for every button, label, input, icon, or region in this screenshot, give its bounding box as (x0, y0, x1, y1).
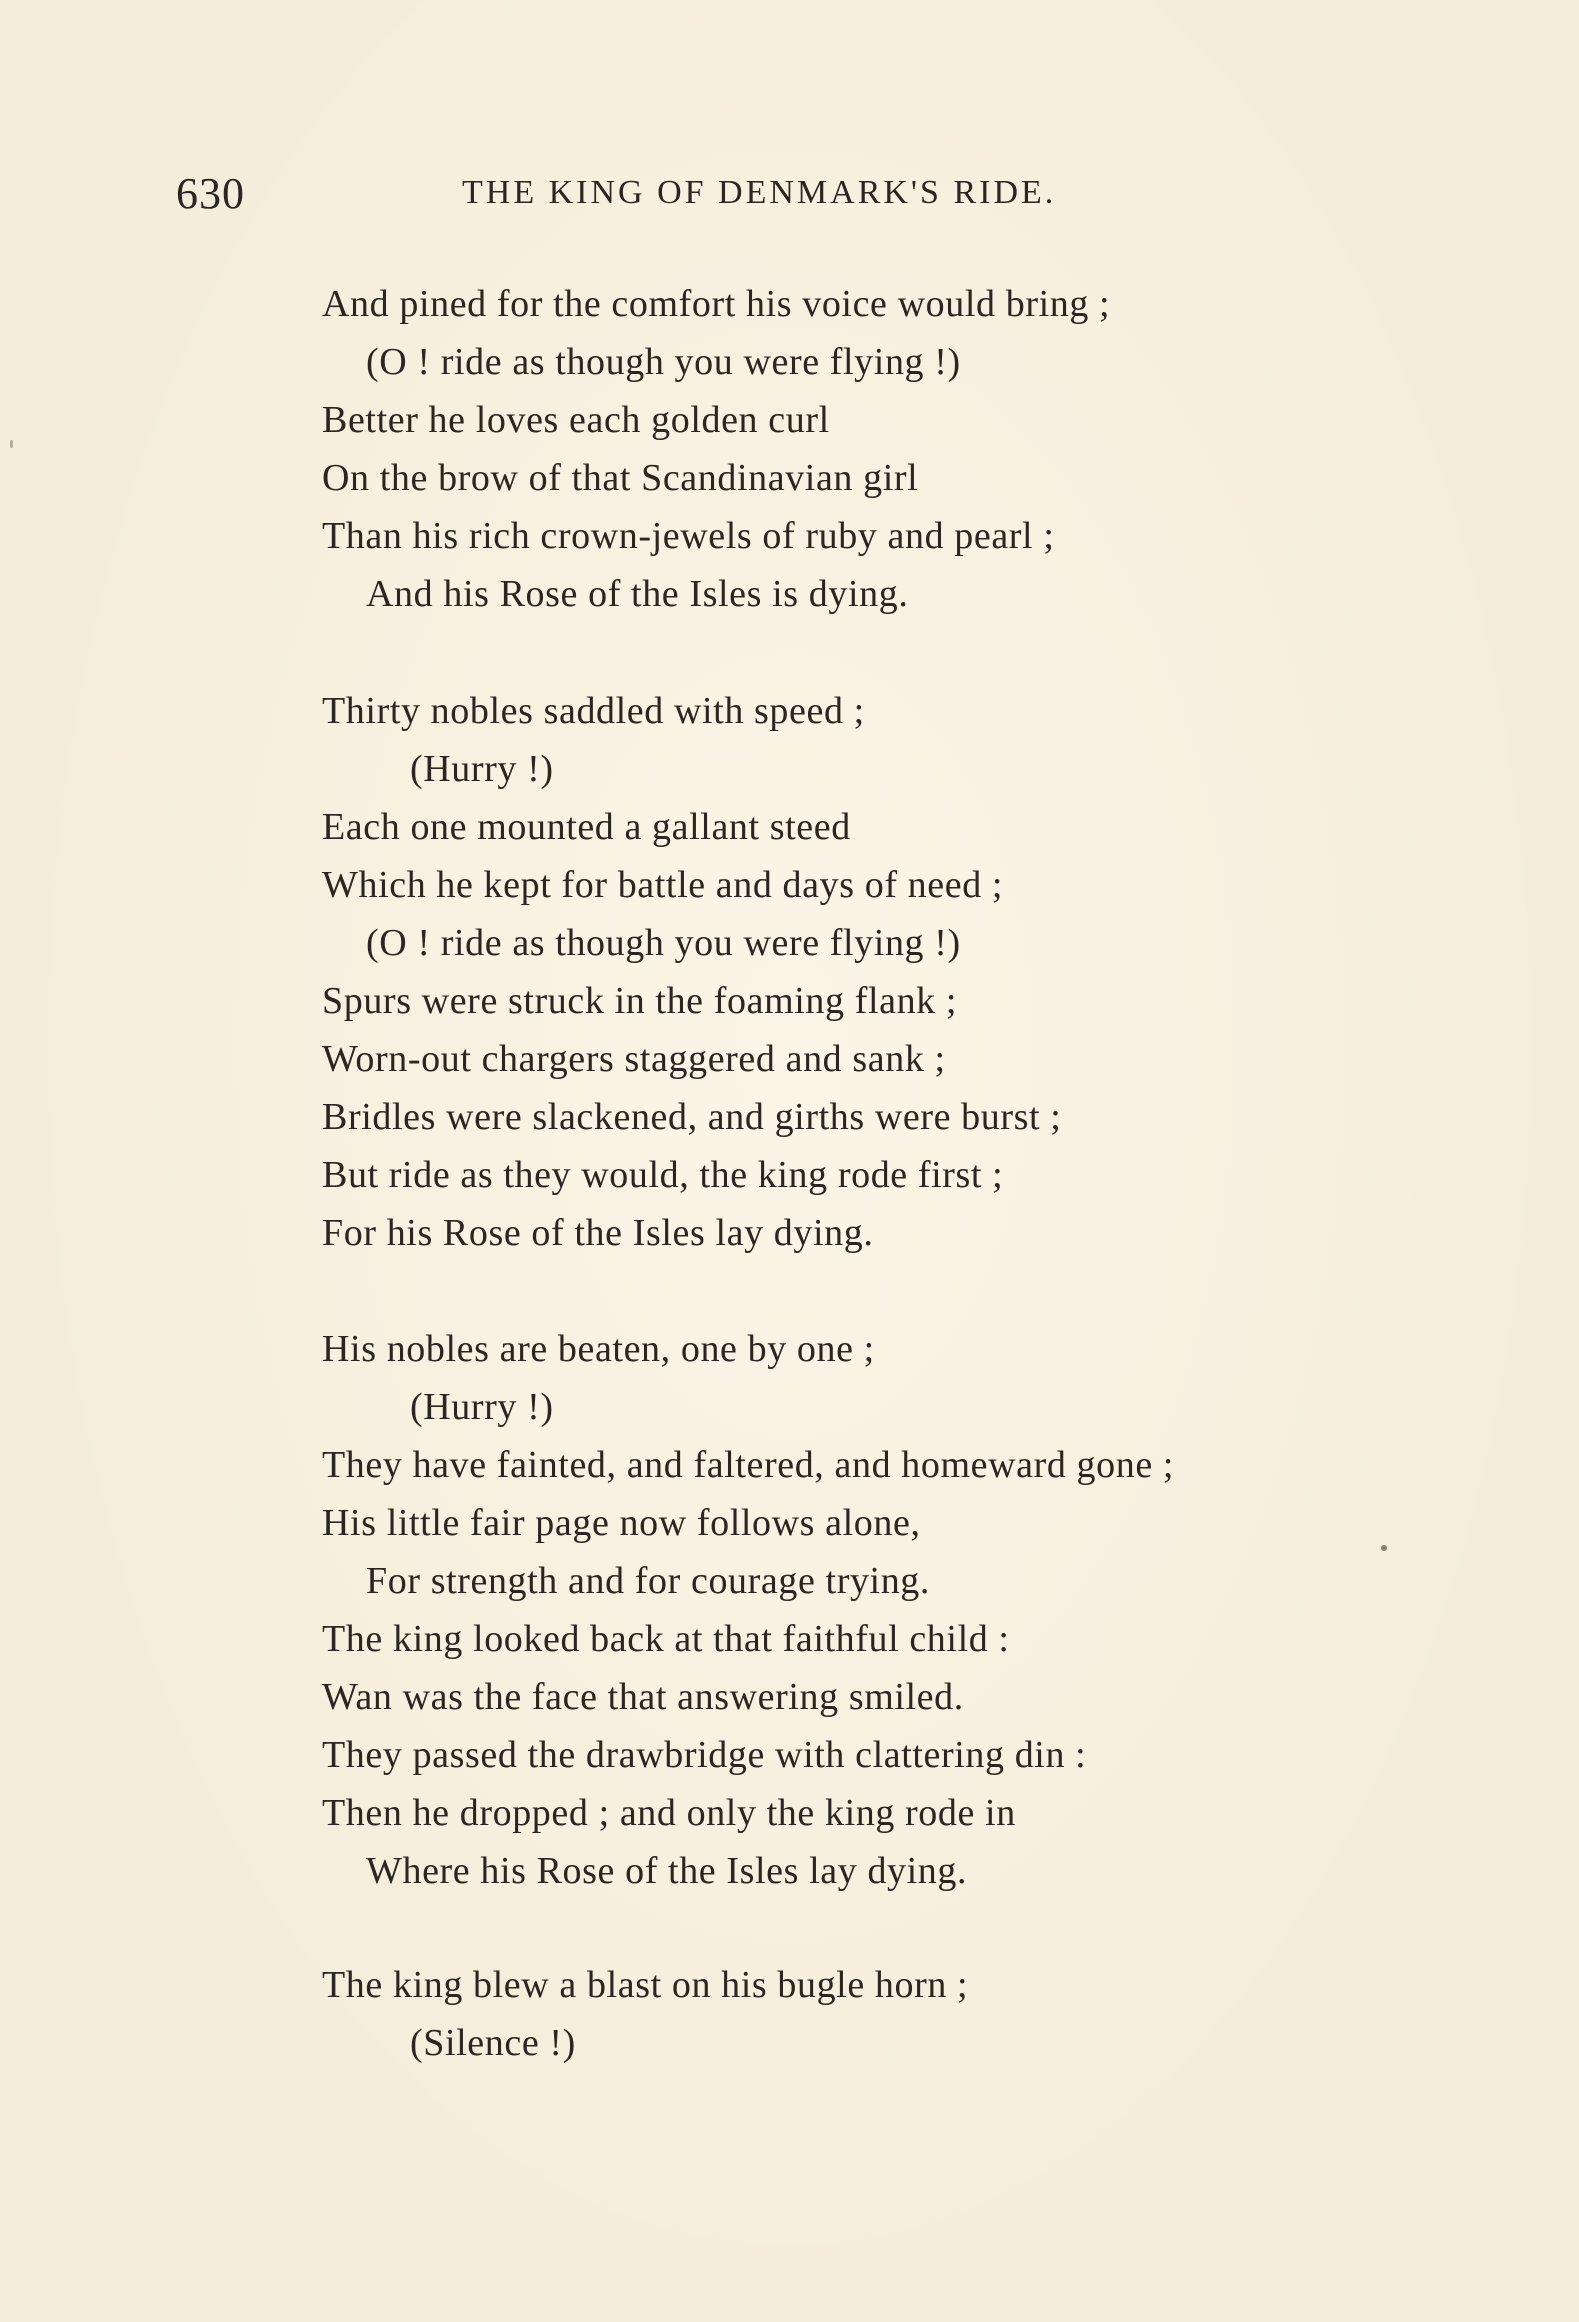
poem-line: For his Rose of the Isles lay dying. (322, 1212, 874, 1254)
poem-line: His little fair page now follows alone, (322, 1502, 921, 1544)
poem-line: His nobles are beaten, one by one ; (322, 1328, 875, 1370)
poem-line: Each one mounted a gallant steed (322, 806, 851, 848)
poem-line: Which he kept for battle and days of need ; (322, 864, 1004, 906)
poem-line: But ride as they would, the king rode first ; (322, 1154, 1004, 1196)
poem-line: (O ! ride as though you were flying !) (366, 922, 961, 964)
poem-line: The king looked back at that faithful child : (322, 1618, 1010, 1660)
poem-line: For strength and for courage trying. (366, 1560, 931, 1602)
poem-line: On the brow of that Scandinavian girl (322, 457, 919, 499)
poem-line: The king blew a blast on his bugle horn ; (322, 1964, 969, 2006)
poem-line: (Silence !) (410, 2022, 576, 2064)
poem-line: Better he loves each golden curl (322, 399, 830, 441)
paper-speck (1381, 1545, 1387, 1551)
poem-line: Than his rich crown-jewels of ruby and pearl ; (322, 515, 1055, 557)
poem-line: They have fainted, and faltered, and homeward gone ; (322, 1444, 1175, 1486)
poem-line: Worn-out chargers staggered and sank ; (322, 1038, 946, 1080)
poem-line: And his Rose of the Isles is dying. (366, 573, 909, 615)
poem-line: Wan was the face that answering smiled. (322, 1676, 964, 1718)
poem-line: Thirty nobles saddled with speed ; (322, 690, 865, 732)
page-number: 630 (176, 169, 245, 218)
poem-line: Spurs were struck in the foaming flank ; (322, 980, 958, 1022)
poem-line: Bridles were slackened, and girths were burst ; (322, 1096, 1062, 1138)
paper-speck (10, 440, 13, 448)
poem-line: (Hurry !) (410, 1386, 554, 1428)
poem-line: And pined for the comfort his voice would bring ; (322, 283, 1111, 325)
poem-line: (O ! ride as though you were flying !) (366, 341, 961, 383)
poem-line: (Hurry !) (410, 748, 554, 790)
running-head: THE KING OF DENMARK'S RIDE. (462, 174, 1057, 211)
poem-line: Where his Rose of the Isles lay dying. (366, 1850, 968, 1892)
poem-line: They passed the drawbridge with clattering din : (322, 1734, 1087, 1776)
poem-line: Then he dropped ; and only the king rode in (322, 1792, 1016, 1834)
